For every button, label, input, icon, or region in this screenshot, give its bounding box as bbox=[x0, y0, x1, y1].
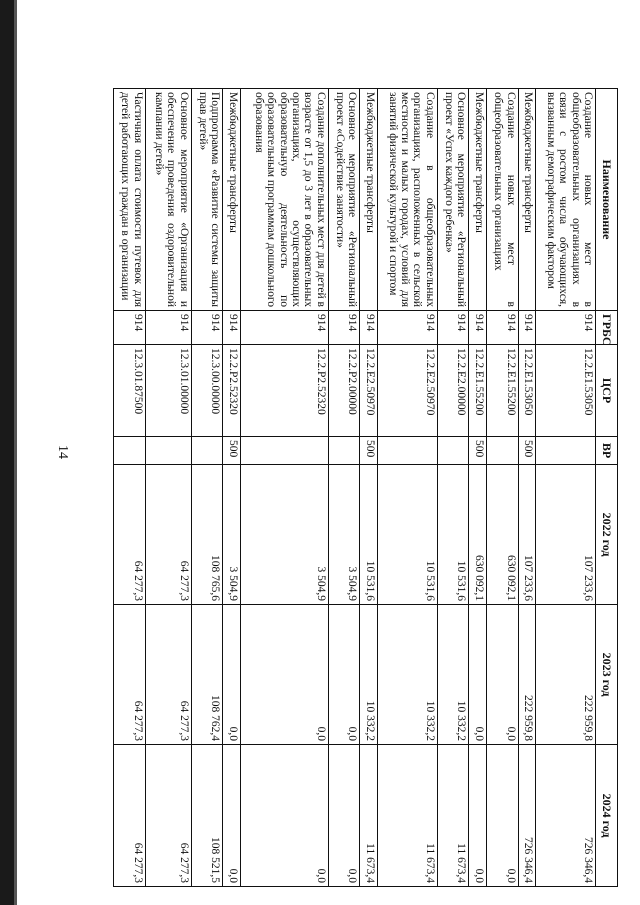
row-name: Частичная оплата стоимости путевок для детей работающих граждан в организации bbox=[114, 89, 146, 311]
scan-edge-shadow bbox=[14, 0, 17, 905]
table-header-row bbox=[596, 89, 618, 887]
row-2024: 726 346,4 bbox=[518, 745, 536, 887]
row-2022: 630 092,1 bbox=[469, 465, 487, 605]
row-2023: 0,0 bbox=[328, 605, 360, 745]
row-grbs: 914 bbox=[486, 311, 518, 345]
row-csr: 12.2.E1.55200 bbox=[469, 345, 487, 437]
row-2024: 0,0 bbox=[328, 745, 360, 887]
row-grbs: 914 bbox=[360, 311, 378, 345]
row-csr: 12.2.E2.50970 bbox=[377, 345, 437, 437]
row-vr: 500 bbox=[518, 437, 536, 465]
row-grbs: 914 bbox=[469, 311, 487, 345]
row-2022: 10 531,6 bbox=[360, 465, 378, 605]
row-name: Создание в общеобразовательных организациях, расположенных в сельской местности и малых городах, условий для занятий физической культурой и спортом bbox=[377, 89, 437, 311]
row-csr: 12.2.E2.50970 bbox=[360, 345, 378, 437]
row-csr: 12.2.P2.52320 bbox=[240, 345, 328, 437]
row-csr: 12.2.E1.53050 bbox=[536, 345, 596, 437]
row-vr bbox=[536, 437, 596, 465]
row-name: Создание новых мест в общеобразовательных организациях в связи с ростом числа обучающихся, вызванным демографическим фактором bbox=[536, 89, 596, 311]
row-grbs: 914 bbox=[536, 311, 596, 345]
scan-edge bbox=[0, 0, 14, 905]
row-vr: 500 bbox=[469, 437, 487, 465]
table-row bbox=[518, 89, 536, 887]
row-name: Основное мероприятие «Организация и обеспечение проведения оздоровительной кампании детей» bbox=[145, 89, 191, 311]
row-2023: 108 762,4 bbox=[191, 605, 223, 745]
row-csr: 12.2.E1.55200 bbox=[486, 345, 518, 437]
row-grbs: 914 bbox=[114, 311, 146, 345]
row-csr: 12.2.E2.00000 bbox=[437, 345, 469, 437]
row-2022: 108 765,6 bbox=[191, 465, 223, 605]
row-2023: 222 959,8 bbox=[536, 605, 596, 745]
row-vr bbox=[114, 437, 146, 465]
row-grbs: 914 bbox=[240, 311, 328, 345]
table-row bbox=[223, 89, 241, 887]
row-name: Межбюджетные трансферты bbox=[518, 89, 536, 311]
row-2023: 10 332,2 bbox=[377, 605, 437, 745]
budget-table-container bbox=[113, 88, 618, 886]
row-name: Основное мероприятие «Региональный проект «Содействие занятости» bbox=[328, 89, 360, 311]
row-2022: 3 504,9 bbox=[223, 465, 241, 605]
row-vr: 500 bbox=[360, 437, 378, 465]
row-2022: 10 531,6 bbox=[437, 465, 469, 605]
row-vr bbox=[437, 437, 469, 465]
table-row bbox=[486, 89, 518, 887]
row-2023: 0,0 bbox=[240, 605, 328, 745]
table-row bbox=[328, 89, 360, 887]
budget-table bbox=[113, 88, 618, 887]
budget-table-rotator bbox=[113, 88, 618, 886]
row-2023: 10 332,2 bbox=[360, 605, 378, 745]
row-2022: 64 277,3 bbox=[145, 465, 191, 605]
row-2024: 0,0 bbox=[223, 745, 241, 887]
row-2023: 0,0 bbox=[469, 605, 487, 745]
row-name: Основное мероприятие «Региональный проект «Успех каждого ребенка» bbox=[437, 89, 469, 311]
row-grbs: 914 bbox=[191, 311, 223, 345]
row-name: Межбюджетные трансферты bbox=[360, 89, 378, 311]
table-row bbox=[469, 89, 487, 887]
row-csr: 12.3.01.87500 bbox=[114, 345, 146, 437]
row-grbs: 914 bbox=[223, 311, 241, 345]
row-2023: 10 332,2 bbox=[437, 605, 469, 745]
header-grbs: ГРБС bbox=[596, 311, 618, 345]
row-name: Создание новых мест в общеобразовательных организациях bbox=[486, 89, 518, 311]
row-2022: 630 092,1 bbox=[486, 465, 518, 605]
table-row bbox=[114, 89, 146, 887]
row-grbs: 914 bbox=[518, 311, 536, 345]
row-vr bbox=[486, 437, 518, 465]
header-2024: 2024 год bbox=[596, 745, 618, 887]
table-row bbox=[145, 89, 191, 887]
header-vr: ВР bbox=[596, 437, 618, 465]
row-2022: 107 233,6 bbox=[518, 465, 536, 605]
row-grbs: 914 bbox=[377, 311, 437, 345]
table-row bbox=[191, 89, 223, 887]
row-vr bbox=[145, 437, 191, 465]
row-vr bbox=[328, 437, 360, 465]
header-name: Наименование bbox=[596, 89, 618, 311]
row-vr bbox=[377, 437, 437, 465]
row-vr bbox=[240, 437, 328, 465]
row-2022: 10 531,6 bbox=[377, 465, 437, 605]
row-name: Межбюджетные трансферты bbox=[223, 89, 241, 311]
row-2023: 222 959,8 bbox=[518, 605, 536, 745]
row-2024: 0,0 bbox=[469, 745, 487, 887]
table-row bbox=[240, 89, 328, 887]
row-2024: 0,0 bbox=[486, 745, 518, 887]
row-2022: 3 504,9 bbox=[240, 465, 328, 605]
row-grbs: 914 bbox=[437, 311, 469, 345]
row-csr: 12.2.P2.52320 bbox=[223, 345, 241, 437]
row-vr: 500 bbox=[223, 437, 241, 465]
row-grbs: 914 bbox=[328, 311, 360, 345]
page-number: 14 bbox=[55, 445, 70, 459]
row-2024: 11 673,4 bbox=[437, 745, 469, 887]
table-row bbox=[437, 89, 469, 887]
row-csr: 12.2.P2.00000 bbox=[328, 345, 360, 437]
row-2024: 64 277,3 bbox=[114, 745, 146, 887]
row-vr bbox=[191, 437, 223, 465]
row-grbs: 914 bbox=[145, 311, 191, 345]
row-2023: 64 277,3 bbox=[114, 605, 146, 745]
row-2024: 726 346,4 bbox=[536, 745, 596, 887]
row-2024: 64 277,3 bbox=[145, 745, 191, 887]
header-2022: 2022 год bbox=[596, 465, 618, 605]
row-2023: 0,0 bbox=[486, 605, 518, 745]
row-2023: 0,0 bbox=[223, 605, 241, 745]
row-name: Подпрограмма «Развитие системы защиты прав детей» bbox=[191, 89, 223, 311]
row-2022: 3 504,9 bbox=[328, 465, 360, 605]
row-2022: 64 277,3 bbox=[114, 465, 146, 605]
table-row bbox=[360, 89, 378, 887]
row-name: Межбюджетные трансферты bbox=[469, 89, 487, 311]
row-csr: 12.3.01.00000 bbox=[145, 345, 191, 437]
row-2022: 107 233,6 bbox=[536, 465, 596, 605]
table-row bbox=[536, 89, 596, 887]
row-2024: 0,0 bbox=[240, 745, 328, 887]
row-2024: 108 521,5 bbox=[191, 745, 223, 887]
row-2023: 64 277,3 bbox=[145, 605, 191, 745]
row-name: Создание дополнительных мест для детей в возрасте от 1,5 до 3 лет в образовательных организациях, осуществляющих образовательную деятельность по образовательным программам дошкольного образования bbox=[240, 89, 328, 311]
row-2024: 11 673,4 bbox=[360, 745, 378, 887]
row-2024: 11 673,4 bbox=[377, 745, 437, 887]
row-csr: 12.3.00.00000 bbox=[191, 345, 223, 437]
row-csr: 12.2.E1.53050 bbox=[518, 345, 536, 437]
header-csr: ЦСР bbox=[596, 345, 618, 437]
table-row bbox=[377, 89, 437, 887]
header-2023: 2023 год bbox=[596, 605, 618, 745]
